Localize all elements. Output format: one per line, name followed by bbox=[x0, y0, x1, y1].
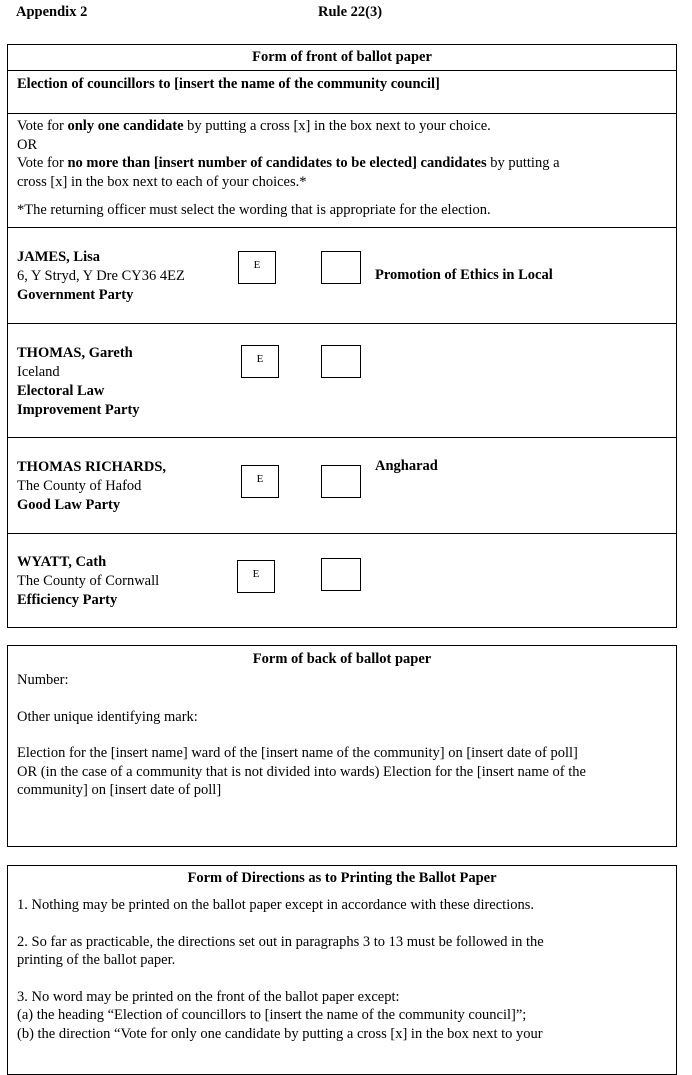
vote-box[interactable] bbox=[321, 558, 361, 591]
candidate-details bbox=[17, 553, 159, 610]
party-emblem: E bbox=[237, 560, 275, 593]
candidate-side-text: Promotion of Ethics in Local bbox=[375, 267, 553, 283]
directions-row bbox=[8, 113, 676, 227]
candidate-address: The County of Cornwall bbox=[17, 573, 160, 589]
party-emblem: E bbox=[241, 345, 279, 378]
direction-paragraph-3b: (b) the direction “Vote for only one candidate by putting a cross [x] in the box next to your bbox=[17, 1025, 543, 1042]
election-heading-row bbox=[8, 70, 676, 113]
direction-paragraph-3a: (a) the heading “Election of councillors to [insert the name of the community council]”; bbox=[17, 1007, 527, 1023]
direction-two-cont: cross [x] in the box next to each of your choices.* bbox=[17, 173, 307, 190]
identifying-mark-field: Other unique identifying mark: bbox=[17, 708, 198, 725]
directions-title: Form of Directions as to Printing the Ballot Paper bbox=[187, 870, 497, 886]
candidate-details bbox=[17, 248, 185, 305]
candidate-party-cont: Improvement Party bbox=[17, 402, 140, 418]
candidate-party: Electoral Law bbox=[17, 383, 105, 399]
election-heading: Election of councillors to [insert the name of the community council] bbox=[17, 76, 440, 92]
vote-box[interactable] bbox=[321, 345, 361, 378]
back-form-title: Form of back of ballot paper bbox=[252, 651, 432, 667]
back-ballot-form bbox=[7, 645, 677, 847]
candidate-details bbox=[17, 458, 166, 515]
party-emblem: E bbox=[238, 251, 276, 284]
candidate-side-text: Angharad bbox=[375, 458, 438, 474]
candidate-address: The County of Hafod bbox=[17, 478, 142, 494]
election-line-alt: OR (in the case of a community that is not divided into wards) Election for the [insert name of the bbox=[17, 763, 586, 780]
candidate-details bbox=[17, 344, 140, 420]
front-form-title: Form of front of ballot paper bbox=[252, 49, 432, 65]
direction-two: Vote for no more than [insert number of candidates to be elected] candidates by putting a bbox=[17, 155, 560, 171]
printing-directions-form bbox=[7, 865, 677, 1075]
election-line-alt-cont: community] on [insert date of poll] bbox=[17, 782, 222, 798]
direction-paragraph-2-cont: printing of the ballot paper. bbox=[17, 952, 176, 968]
direction-paragraph-1: 1. Nothing may be printed on the ballot paper except in accordance with these directions. bbox=[17, 897, 534, 913]
party-emblem: E bbox=[241, 465, 279, 498]
candidate-name: WYATT, Cath bbox=[17, 554, 107, 570]
candidate-party: Good Law Party bbox=[17, 497, 121, 513]
front-ballot-form bbox=[7, 44, 677, 628]
vote-box[interactable] bbox=[321, 251, 361, 284]
rule-label: Rule 22(3) bbox=[318, 4, 383, 20]
direction-paragraph-3: 3. No word may be printed on the front of the ballot paper except: bbox=[17, 988, 400, 1005]
election-line: Election for the [insert name] ward of the [insert name of the community] on [insert date of poll] bbox=[17, 745, 578, 761]
candidate-name: JAMES, Lisa bbox=[17, 249, 100, 265]
candidate-row bbox=[8, 227, 676, 323]
candidate-row bbox=[8, 437, 676, 533]
candidate-row bbox=[8, 323, 676, 437]
candidate-party: Efficiency Party bbox=[17, 592, 118, 608]
candidate-name: THOMAS, Gareth bbox=[17, 345, 133, 361]
appendix-label: Appendix 2 bbox=[16, 4, 88, 20]
candidate-address: Iceland bbox=[17, 364, 60, 380]
candidate-party: Government Party bbox=[17, 287, 134, 303]
direction-note: *The returning officer must select the wording that is appropriate for the election. bbox=[17, 202, 491, 218]
candidate-address: 6, Y Stryd, Y Dre CY36 4EZ bbox=[17, 268, 185, 284]
candidate-name: THOMAS RICHARDS, bbox=[17, 459, 167, 475]
number-field: Number: bbox=[17, 672, 69, 688]
candidate-row bbox=[8, 533, 676, 626]
or-text: OR bbox=[17, 136, 38, 153]
vote-box[interactable] bbox=[321, 465, 361, 498]
direction-paragraph-2: 2. So far as practicable, the directions set out in paragraphs 3 to 13 must be followed in the bbox=[17, 933, 544, 950]
direction-one: Vote for only one candidate by putting a cross [x] in the box next to your choice. bbox=[17, 118, 491, 134]
